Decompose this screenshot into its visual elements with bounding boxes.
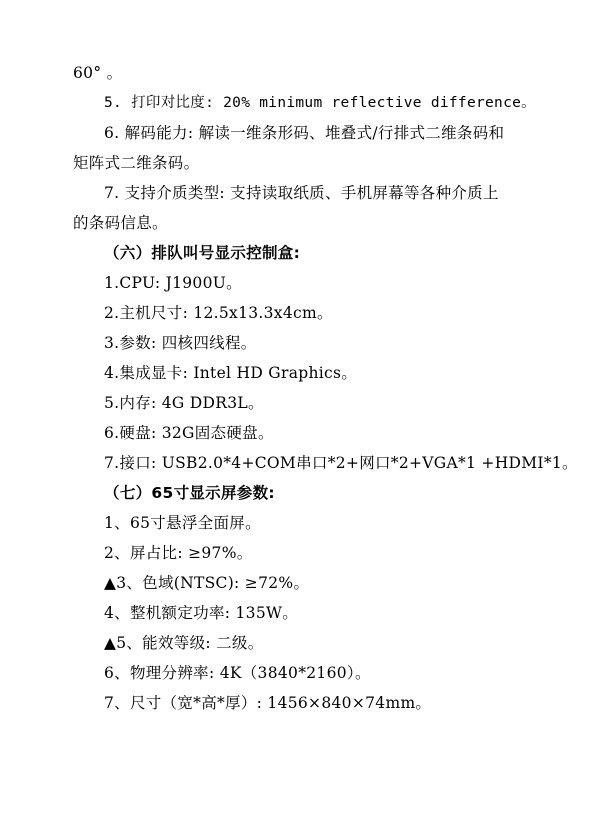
- text-line-interfaces: 7.接口: USB2.0*4+COM串口*2+网口*2+VGA*1 +HDMI*1。: [104, 454, 578, 472]
- text-line-decode-capability-cont: 矩阵式二维条码。: [73, 154, 200, 172]
- text-line-decode-capability: 6. 解码能力: 解读一维条形码、堆叠式/行排式二维条码和: [104, 124, 505, 142]
- text-line-dimensions: 7、尺寸（宽*高*厚）: 1456×840×74mm。: [104, 694, 432, 712]
- text-line-resolution: 6、物理分辨率: 4K（3840*2160）。: [104, 664, 371, 682]
- text-line-host-size: 2.主机尺寸: 12.5x13.3x4cm。: [104, 304, 333, 322]
- text-line-power: 4、整机额定功率: 135W。: [104, 604, 299, 622]
- text-line-screen-type: 1、65寸悬浮全面屏。: [104, 514, 261, 532]
- text-line-media-types: 7. 支持介质类型: 支持读取纸质、手机屏幕等各种介质上: [104, 184, 499, 202]
- text-line-print-contrast: 5. 打印对比度: 20% minimum reflective difference。: [104, 95, 536, 111]
- text-line-screen-ratio: 2、屏占比: ≥97%。: [104, 544, 253, 562]
- section-heading-display: （七）65寸显示屏参数:: [104, 484, 275, 502]
- text-line-cpu: 1.CPU: J1900U。: [104, 274, 242, 292]
- section-heading-queue-box: （六）排队叫号显示控制盒:: [104, 244, 301, 262]
- text-line-angle: 60° 。: [73, 64, 123, 82]
- text-line-media-types-cont: 的条码信息。: [73, 214, 168, 232]
- text-line-energy-grade: ▲5、能效等级: 二级。: [104, 634, 264, 652]
- text-line-parameters: 3.参数: 四核四线程。: [104, 334, 257, 352]
- text-line-disk: 6.硬盘: 32G固态硬盘。: [104, 424, 274, 442]
- text-line-memory: 5.内存: 4G DDR3L。: [104, 394, 264, 412]
- text-line-graphics: 4.集成显卡: Intel HD Graphics。: [104, 364, 358, 382]
- text-line-color-gamut: ▲3、色域(NTSC): ≥72%。: [104, 574, 310, 592]
